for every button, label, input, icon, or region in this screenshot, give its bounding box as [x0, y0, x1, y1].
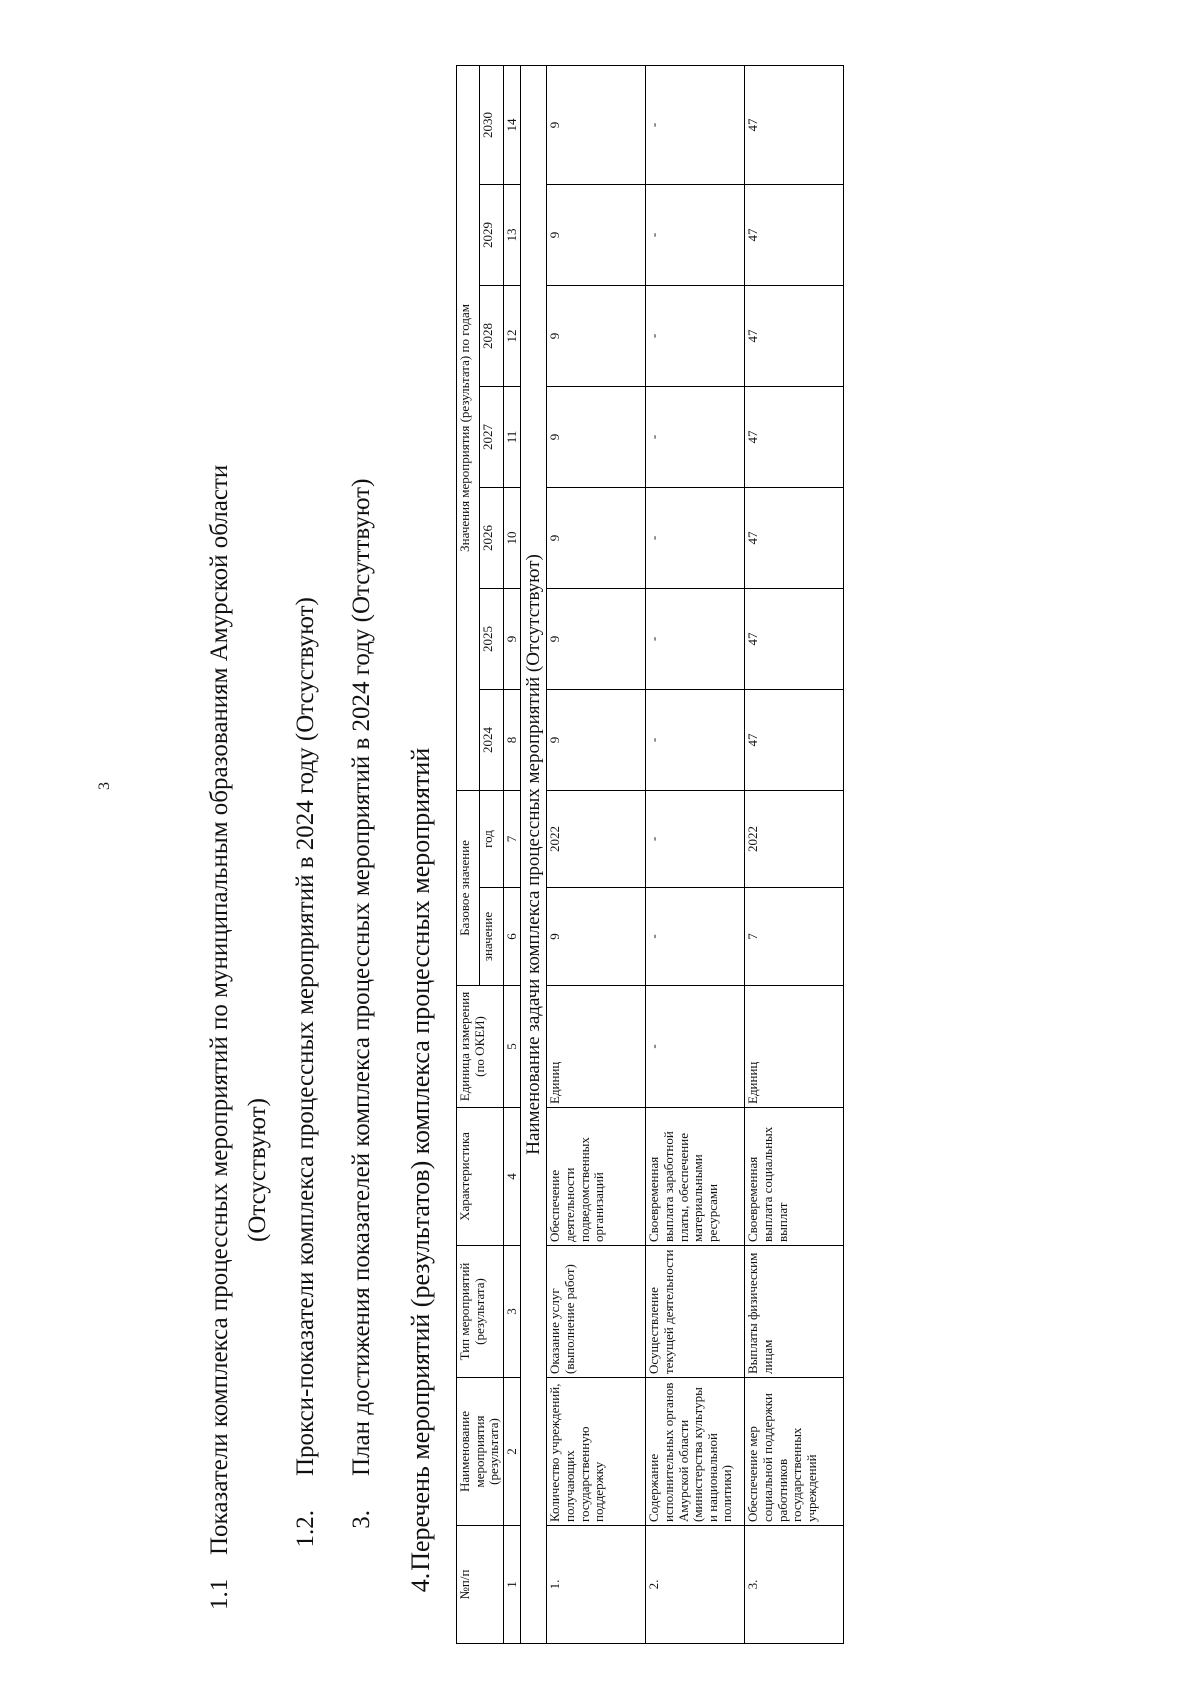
row-value: 47	[745, 65, 844, 184]
column-number: 13	[503, 184, 521, 285]
row-base-value: 7	[745, 888, 844, 986]
row-type: Выплаты физическим лицам	[745, 1246, 844, 1378]
row-value: 47	[745, 487, 844, 588]
header-base-year: год	[480, 790, 503, 887]
heading-1-2-number: 1.2.	[292, 1510, 319, 1548]
row-value: 47	[745, 285, 844, 386]
header-year: 2030	[480, 65, 503, 184]
table-row	[547, 65, 646, 1643]
column-number: 12	[503, 285, 521, 386]
row-base-value: -	[646, 888, 745, 986]
row-number: 1.	[547, 1526, 646, 1644]
table-row	[646, 65, 745, 1643]
row-base-year: 2022	[745, 790, 844, 887]
header-base: Базовое значение	[457, 790, 480, 985]
header-year: 2026	[480, 487, 503, 588]
row-value: -	[646, 184, 745, 285]
heading-1-2	[292, 597, 320, 1610]
row-type: Осуществление текущей деятельности	[646, 1246, 745, 1378]
column-number: 4	[503, 1108, 521, 1246]
column-number: 2	[503, 1378, 521, 1526]
row-value: 47	[745, 184, 844, 285]
rotated-page-content	[200, 111, 980, 1620]
heading-4-number: 4.	[406, 1572, 435, 1593]
column-number: 11	[503, 386, 521, 487]
header-by-years: Значения мероприятия (результата) по годам	[457, 65, 480, 790]
row-unit: Единиц	[547, 986, 646, 1108]
column-number: 3	[503, 1246, 521, 1378]
row-value: -	[646, 588, 745, 689]
row-number: 2.	[646, 1526, 745, 1644]
header-year: 2025	[480, 588, 503, 689]
task-row-text: Наименование задачи комплекса процессных мероприятий (Отсутствуют)	[521, 65, 547, 1643]
header-year: 2024	[480, 689, 503, 790]
column-number: 14	[503, 65, 521, 184]
heading-3-text: План достижения показателей комплекса процессных мероприятий в 2024 году (Отсуттвуют)	[348, 478, 375, 1476]
header-name: Наименование мероприятия (результата)	[457, 1378, 504, 1526]
row-value: 47	[745, 386, 844, 487]
header-base-value: значение	[480, 888, 503, 986]
column-number: 7	[503, 790, 521, 887]
header-year: 2027	[480, 386, 503, 487]
row-characteristic: Своевременная выплата социальных выплат	[745, 1108, 844, 1246]
row-characteristic: Своевременная выплата заработной платы, обеспечение материальными ресурсами	[646, 1108, 745, 1246]
row-value: -	[646, 487, 745, 588]
row-name: Количество учреждений, получающих государственную поддержку	[547, 1378, 646, 1526]
row-unit: Единиц	[745, 986, 844, 1108]
row-value: 47	[745, 689, 844, 790]
header-year: 2028	[480, 285, 503, 386]
column-number: 1	[503, 1526, 521, 1644]
row-value: 9	[547, 386, 646, 487]
row-value: 9	[547, 184, 646, 285]
row-value: 9	[547, 588, 646, 689]
column-number: 8	[503, 689, 521, 790]
header-characteristic: Характеристика	[457, 1108, 504, 1246]
row-name: Содержание исполнительных органов Амурской области (министерства культуры и национальной политики)	[646, 1378, 745, 1526]
heading-1-1-text: Показатели комплекса процессных мероприятий по муниципальным образованиям Амурской области	[206, 464, 233, 1555]
column-number: 9	[503, 588, 521, 689]
row-value: 9	[547, 285, 646, 386]
heading-1-1-subtitle: (Отсуствуют)	[244, 1098, 271, 1242]
column-number: 5	[503, 986, 521, 1108]
row-base-value: 9	[547, 888, 646, 986]
table-row	[745, 65, 844, 1643]
row-base-year: -	[646, 790, 745, 887]
page-number: 3	[96, 782, 113, 790]
column-number: 10	[503, 487, 521, 588]
task-row	[521, 65, 547, 1643]
row-value: 9	[547, 689, 646, 790]
row-value: -	[646, 386, 745, 487]
row-base-year: 2022	[547, 790, 646, 887]
row-type: Оказание услуг (выполнение работ)	[547, 1246, 646, 1378]
row-value: -	[646, 65, 745, 184]
heading-4-text: Перечень мероприятий (результатов) комплекса процессных мероприятий	[406, 747, 435, 1571]
activities-table	[456, 65, 844, 1644]
row-value: -	[646, 285, 745, 386]
row-number: 3.	[745, 1526, 844, 1644]
header-number: №п/п	[457, 1526, 504, 1644]
row-characteristic: Обеспечение деятельности подведомственных организаций	[547, 1108, 646, 1246]
heading-3	[348, 479, 376, 1610]
heading-1-1-number: 1.1	[206, 1578, 233, 1610]
heading-3-number: 3.	[348, 1510, 375, 1529]
row-value: 47	[745, 588, 844, 689]
header-year: 2029	[480, 184, 503, 285]
header-unit: Единица измерения (по ОКЕИ)	[457, 986, 504, 1108]
row-value: -	[646, 689, 745, 790]
heading-1-1	[206, 465, 234, 1610]
row-name: Обеспечение мер социальной поддержки работников государственных учреждений	[745, 1378, 844, 1526]
row-value: 9	[547, 487, 646, 588]
heading-1-2-text: Прокси-показатели комплекса процессных мероприятий в 2024 году (Отсуствуют)	[292, 597, 319, 1476]
heading-4	[406, 720, 436, 1620]
column-number-row	[503, 65, 521, 1643]
row-value: 9	[547, 65, 646, 184]
row-unit: -	[646, 986, 745, 1108]
column-number: 6	[503, 888, 521, 986]
header-type: Тип мероприятий (результата)	[457, 1246, 504, 1378]
